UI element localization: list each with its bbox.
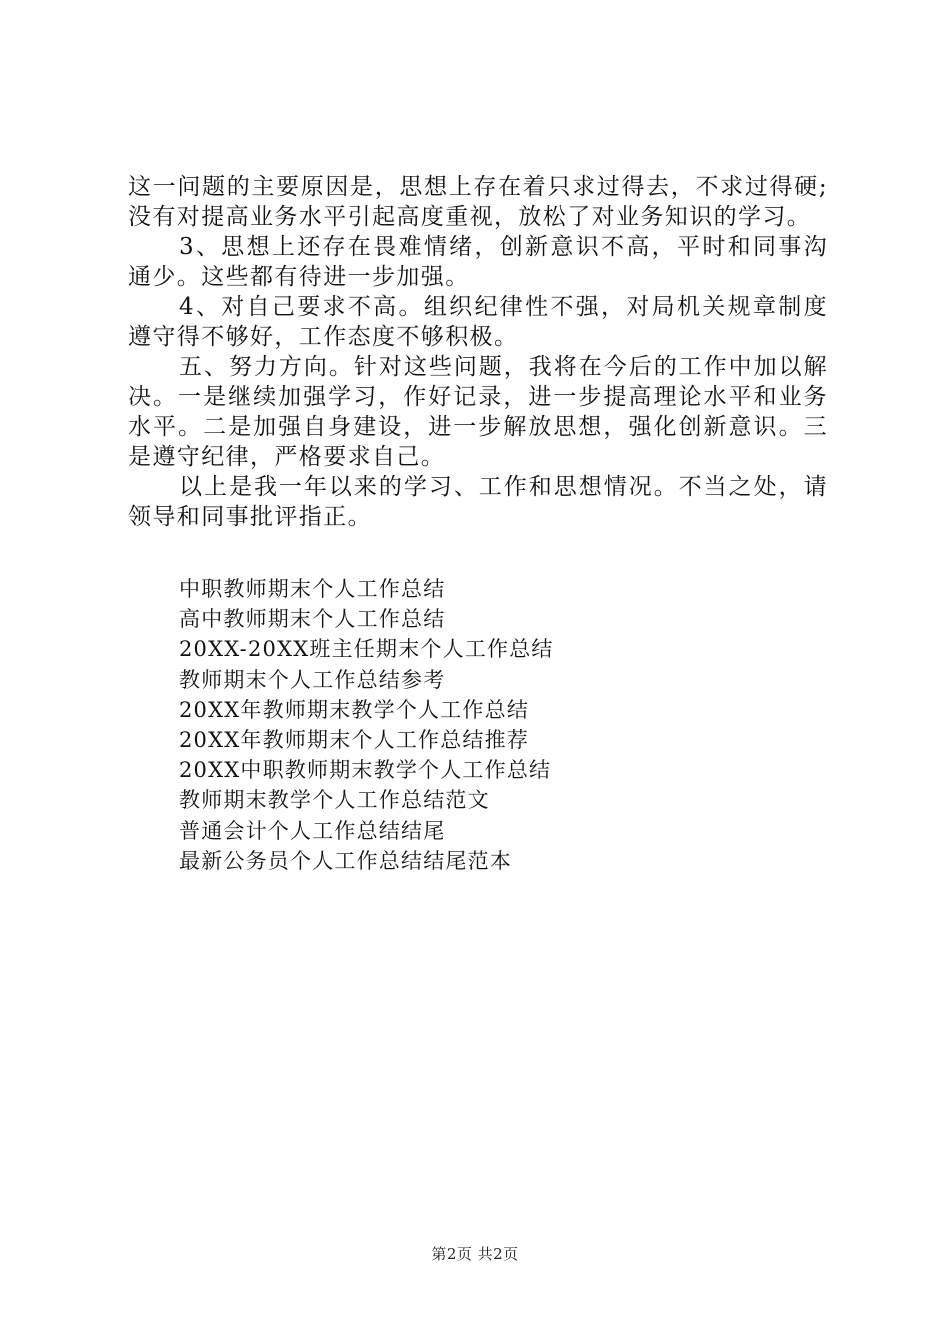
paragraph-section-5: 五、努力方向。针对这些问题，我将在今后的工作中加以解决。一是继续加强学习，作好记录，进一步提高理论水平和业务水平。二是加强自身建设，进一步解放思想，强化创新意识。三是遵守纪律，严格要求自己。: [128, 354, 828, 470]
related-link[interactable]: 普通会计个人工作总结结尾: [179, 818, 446, 843]
related-link[interactable]: 20XX中职教师期末教学个人工作总结: [179, 758, 552, 783]
related-link[interactable]: 高中教师期末个人工作总结: [179, 607, 446, 632]
paragraph-item-4: 4、对自己要求不高。组织纪律性不强，对局机关规章制度遵守得不够好，工作态度不够积极。: [128, 294, 828, 350]
related-link[interactable]: 教师期末个人工作总结参考: [179, 667, 446, 692]
paragraph-closing: 以上是我一年以来的学习、工作和思想情况。不当之处，请领导和同事批评指正。: [128, 474, 828, 530]
paragraph-continuation: 这一问题的主要原因是，思想上存在着只求过得去，不求过得硬;没有对提高业务水平引起高度重视，放松了对业务知识的学习。: [128, 174, 828, 230]
related-link[interactable]: 20XX年教师期末个人工作总结推荐: [179, 728, 530, 753]
document-body: [128, 172, 828, 532]
page-number-footer: 第2页 共2页: [431, 1245, 519, 1263]
paragraph-item-3: 3、思想上还存在畏难情绪，创新意识不高，平时和同事沟通少。这些都有待进一步加强。: [128, 234, 828, 290]
related-link[interactable]: 中职教师期末个人工作总结: [179, 577, 446, 601]
related-link[interactable]: 20XX年教师期末教学个人工作总结: [179, 697, 530, 722]
related-link[interactable]: 20XX-20XX班主任期末个人工作总结: [179, 637, 554, 662]
related-link[interactable]: 最新公务员个人工作总结结尾范本: [179, 848, 512, 873]
related-link[interactable]: 教师期末教学个人工作总结范文: [179, 788, 490, 813]
related-links-list: [179, 574, 819, 876]
